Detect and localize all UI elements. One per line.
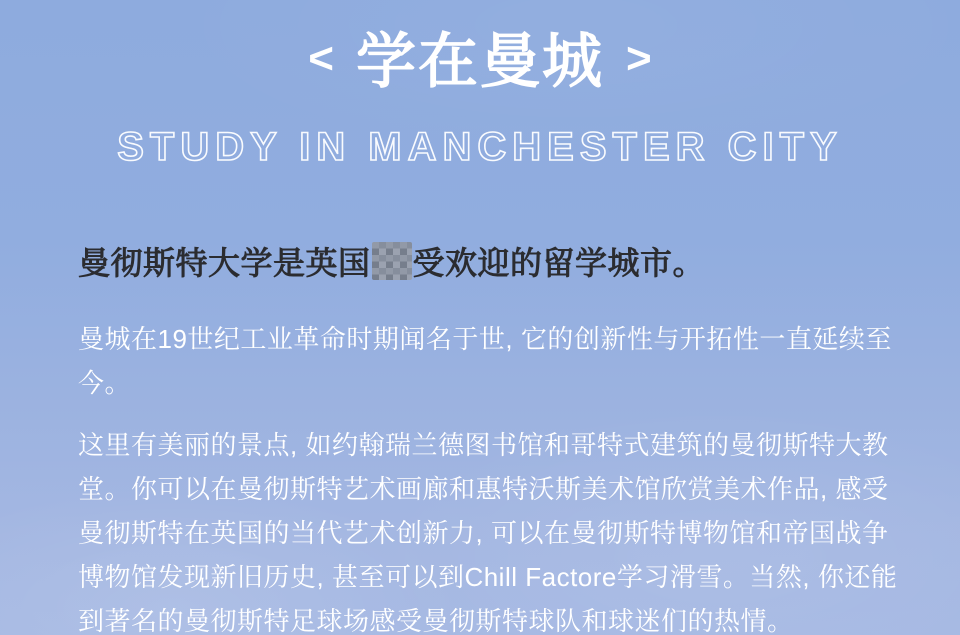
heading-text-after-censor: 受欢迎的留学城市。: [412, 245, 706, 281]
page-title-text: 学在曼城: [356, 28, 604, 95]
intro-paragraph: 曼城在19世纪工业革命时期闻名于世, 它的创新性与开拓性一直延续至今。: [78, 324, 892, 398]
censored-mosaic-block: [372, 242, 412, 280]
page-title: [0, 0, 960, 95]
right-angle-bracket-icon: >: [626, 34, 652, 83]
page-subtitle: STUDY IN MANCHESTER CITY: [117, 125, 843, 169]
heading-text-before-censor: 曼彻斯特大学是英国: [78, 245, 371, 281]
content-area: [0, 241, 960, 635]
attractions-paragraph: 这里有美丽的景点, 如约翰瑞兰德图书馆和哥特式建筑的曼彻斯特大教堂。你可以在曼彻斯特艺术画廊和惠特沃斯美术馆欣赏美术作品, 感受曼彻斯特在英国的当代艺术创新力, 可以在曼彻斯特博物馆和帝国战争博物馆发现新旧历史, 甚至可以到Chill Factore学习滑雪。当然, 你还能到著名的曼彻斯特足球场感受曼彻斯特球队和球迷们的热情。: [78, 430, 898, 635]
left-angle-bracket-icon: <: [308, 34, 334, 83]
section-heading: [78, 241, 902, 285]
